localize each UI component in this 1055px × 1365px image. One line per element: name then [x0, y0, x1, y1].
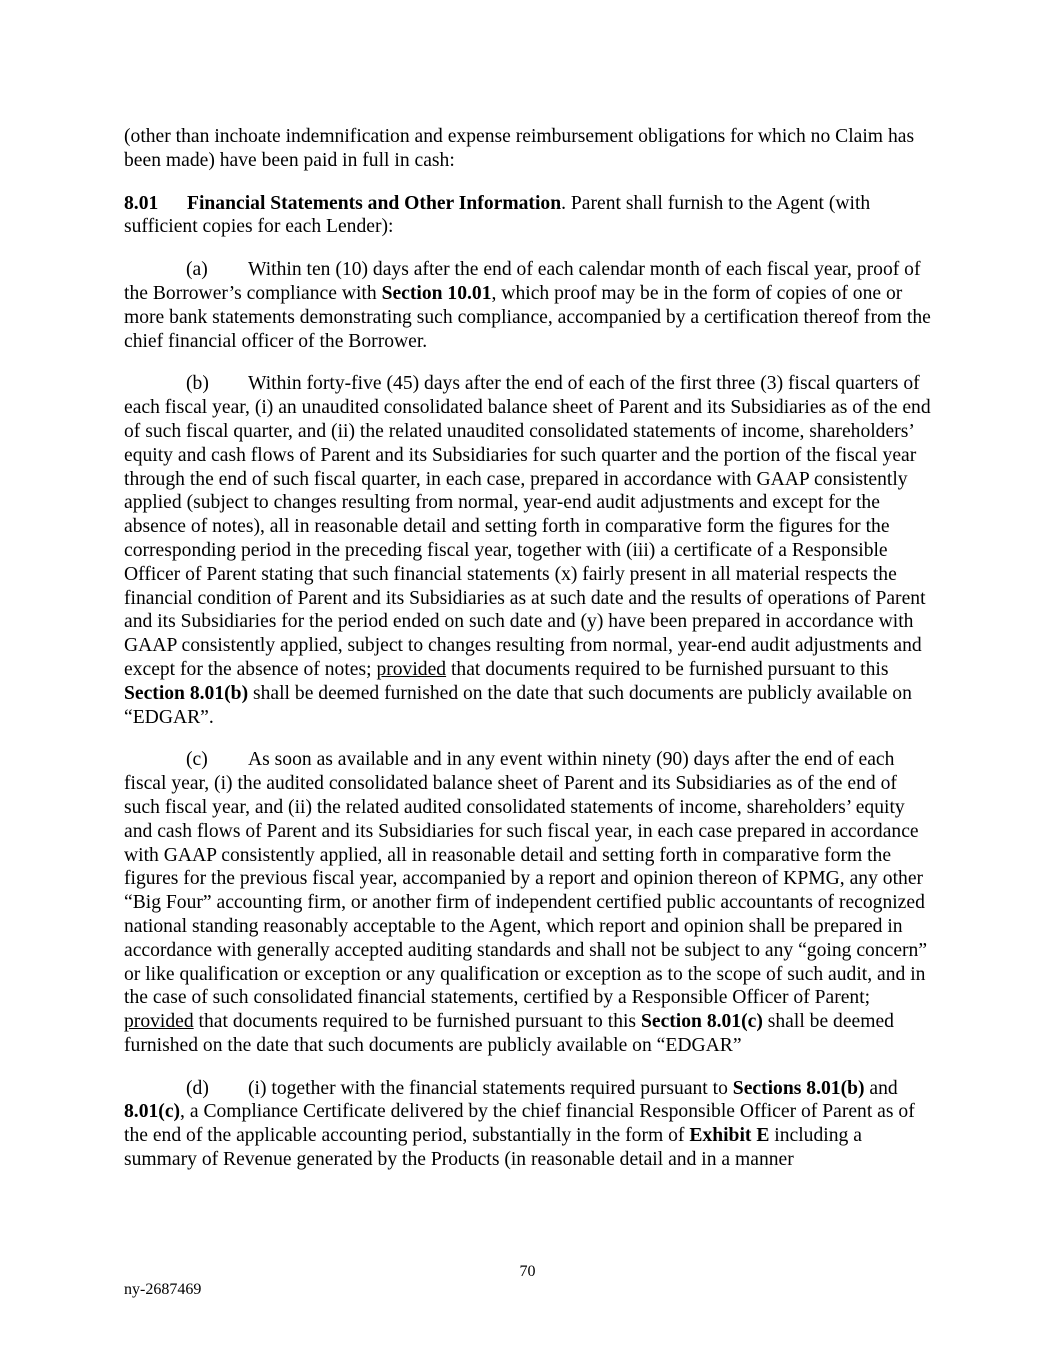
item-b-provided: provided	[376, 658, 447, 680]
item-d-section-ref-1: Sections 8.01(b)	[732, 1077, 865, 1099]
intro-paragraph: (other than inchoate indemnification and expense reimbursement obligations for which no Claim has been made) have been paid in full in cash:	[124, 126, 915, 171]
item-d-paragraph	[124, 1077, 934, 1172]
section-title: Financial Statements and Other Information	[187, 192, 562, 214]
item-d-exhibit-ref: Exhibit E	[689, 1125, 770, 1147]
section-number: 8.01	[124, 192, 159, 214]
item-c-text-2: that documents required to be furnished pursuant to this	[193, 1011, 641, 1033]
item-a-text-1: Within ten (10) days after the end of each calendar month of each fiscal year, proof of the Borrower’s compliance with	[124, 259, 921, 304]
item-d-text-1: (i) together with the financial statements required pursuant to	[248, 1077, 733, 1099]
item-c-section-ref: Section 8.01(c)	[640, 1011, 763, 1033]
item-d-section-ref-2: 8.01(c)	[124, 1101, 181, 1123]
item-b-section-ref: Section 8.01(b)	[124, 682, 249, 704]
item-a-section-ref: Section 10.01	[381, 282, 492, 304]
item-b-paragraph	[124, 372, 934, 729]
item-c-label: (c)	[186, 749, 208, 771]
item-c-text-1: As soon as available and in any event within ninety (90) days after the end of each fiscal year, (i) the audited consolidated balance sheet of Parent and its Subsidiaries as of the end of such fiscal year, and (ii) the related audited consolidated statements of income, shareholders’ equity and cash flows of Parent and its Subsidiaries for such fiscal year, in each case prepared in accordance with GAAP consistently applied, all in reasonable detail and setting forth in comparative form the figures for the previous fiscal year, accompanied by a report and opinion thereon of KPMG, any other “Big Four” accounting firm, or another firm of independent certified public accountants of recognized national standing reasonably acceptable to the Agent, which report and opinion shall be prepared in accordance with generally accepted auditing standards and shall not be subject to any “going concern” or like qualification or exception or any qualification or exception as to the scope of such audit, and in the case of such consolidated financial statements, certified by a Responsible Officer of Parent;	[124, 749, 928, 1009]
item-c-paragraph	[124, 748, 934, 1057]
document-body	[124, 125, 934, 1191]
item-d-text-3: , a Compliance Certificate delivered by the chief financial Responsible Officer of Parent as of the end of the applicable accounting period, substantially in the form of	[124, 1101, 915, 1147]
item-b-text-1: Within forty-five (45) days after the end of each of the first three (3) fiscal quarters of each fiscal year, (i) an unaudited consolidated balance sheet of Parent and its Subsidiaries as of the end of such fiscal quarter, and (ii) the related unaudited consolidated statements of income, shareholders’ equity and cash flows of Parent and its Subsidiaries for such quarter and the portion of the fiscal year through the end of such fiscal quarter, in each case, prepared in accordance with GAAP consistently applied (subject to changes resulting from normal, year-end audit adjustments and except for the absence of notes), all in reasonable detail and setting forth in comparative form the figures for the corresponding period in the preceding fiscal year, together with (iii) a certificate of a Responsible Officer of Parent stating that such financial statements (x) fairly present in all material respects the financial condition of Parent and its Subsidiaries as at such date and the results of operations of Parent and its Subsidiaries for the period ended on such date and (y) have been prepared in accordance with GAAP consistently applied, subject to changes resulting from normal, year-end audit adjustments and except for the absence of notes;	[124, 373, 931, 680]
item-d-label: (d)	[186, 1077, 209, 1099]
section-heading-paragraph	[124, 192, 934, 240]
item-d-text-4: including a summary of Revenue generated by the Products (in reasonable detail and in a manner	[124, 1125, 862, 1171]
item-d-text-2: and	[864, 1077, 898, 1099]
section-text: . Parent shall furnish to the Agent (with sufficient copies for each Lender):	[124, 192, 871, 238]
item-c-provided: provided	[124, 1011, 194, 1033]
document-id: ny-2687469	[124, 1281, 202, 1298]
item-b-text-3: shall be deemed furnished on the date that such documents are publicly available on “EDGAR”.	[124, 682, 912, 728]
item-c-text-3: shall be deemed furnished on the date that such documents are publicly available on “EDGAR”	[124, 1011, 894, 1056]
item-b-label: (b)	[186, 373, 209, 395]
item-b-text-2: that documents required to be furnished pursuant to this	[446, 658, 889, 680]
page-number: 70	[519, 1263, 536, 1280]
item-a-text-2: , which proof may be in the form of copies of one or more bank statements demonstrating such compliance, accompanied by a certification thereof from the chief financial officer of the Borrower.	[124, 282, 931, 352]
item-a-label: (a)	[186, 259, 208, 281]
item-a-paragraph	[124, 258, 934, 353]
